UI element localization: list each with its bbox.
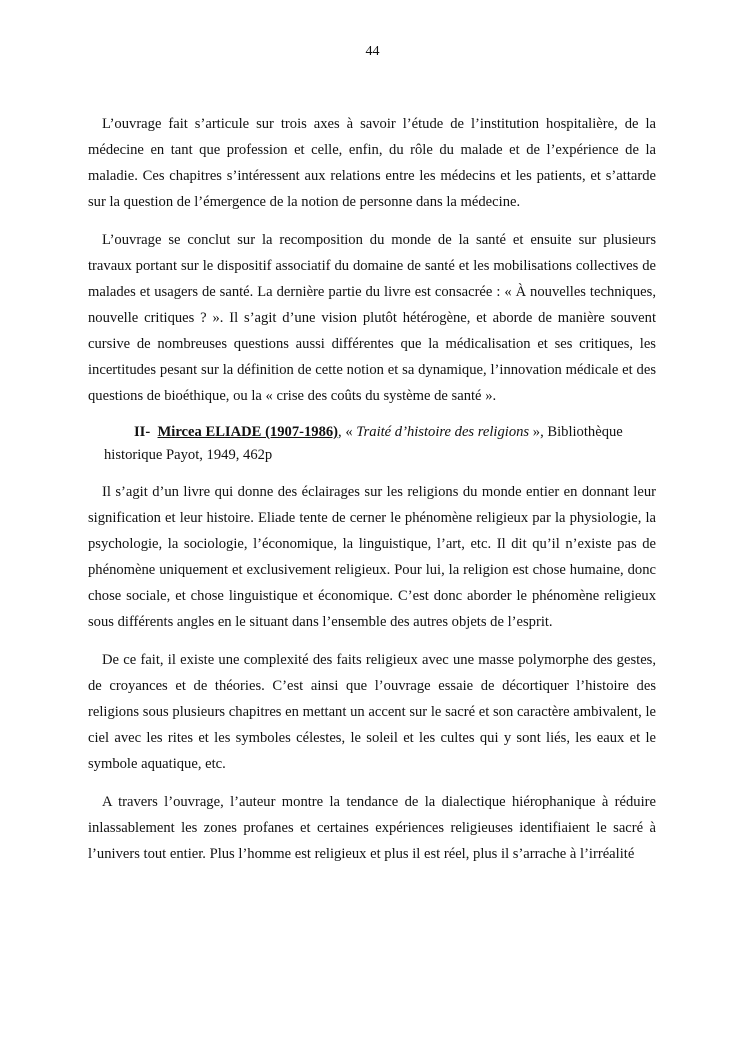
section-author: Mircea ELIADE (1907-1986) bbox=[157, 424, 339, 440]
page-number: 44 bbox=[365, 44, 380, 59]
section-number: II- bbox=[134, 424, 151, 440]
section-book-title: Traité d’histoire des religions bbox=[356, 424, 530, 440]
paragraph-2: L’ouvrage se conclut sur la recomposition du monde de la santé et ensuite sur plusieurs travaux portant sur le dispositif associatif du domaine de santé et les mobilisations collectives de malades et usagers de santé. La dernière partie du livre est consacrée : « À nouvelles techniques, nouvelle critiques ? ». Il s’agit d’une vision plutôt hétérogène, et aborde de manière souvent cursive de nombreuses questions aussi différentes que la médicalisation et ses critiques, les incertitudes pesant sur la définition de cette notion et sa dynamique, l’innovation médicale et des questions de bioéthique, ou la « crise des coûts du système de santé ». bbox=[88, 232, 656, 404]
section-heading bbox=[88, 421, 656, 467]
section-separator-1: , « bbox=[338, 424, 357, 440]
section-publisher: historique Payot, 1949, 462p bbox=[104, 447, 273, 463]
paragraph-3: Il s’agit d’un livre qui donne des éclairages sur les religions du monde entier en donnant leur signification et leur histoire. Eliade tente de cerner le phénomène religieux par la physiologie, la psychologie, la sociologie, l’économique, la linguistique, l’art, etc. Il dit qu’il n’existe pas de phénomène uniquement et exclusivement religieux. Pour lui, la religion est chose humaine, donc chose sociale, et chose linguistique et économique. C’est donc aborder le phénomène religieux sous différents angles en le situant dans l’ensemble des autres objets de l’esprit. bbox=[88, 484, 656, 630]
paragraph-1: L’ouvrage fait s’articule sur trois axes à savoir l’étude de l’institution hospitalière, de la médecine en tant que profession et celle, enfin, du rôle du malade et de l’expérience de la maladie. Ces chapitres s’intéressent aux relations entre les médecins et les patients, et s’attarde sur la question de l’émergence de la notion de personne dans la médecine. bbox=[88, 116, 656, 210]
paragraph-5: A travers l’ouvrage, l’auteur montre la tendance de la dialectique hiérophanique à réduire inlassablement les zones profanes et certaines expériences religieuses identifiaient le sacré à l’univers tout entier. Plus l’homme est religieux et plus il est réel, plus il s’arrache à l’irréalité bbox=[88, 794, 656, 862]
document-body bbox=[88, 111, 656, 867]
section-separator-2: », Bibliothèque bbox=[529, 424, 623, 440]
paragraph-4: De ce fait, il existe une complexité des faits religieux avec une masse polymorphe des gestes, de croyances et de théories. C’est ainsi que l’ouvrage essaie de décortiquer l’histoire des religions sous plusieurs chapitres en mettant un accent sur le sacré et son caractère ambivalent, le ciel avec les rites et les symboles célestes, le soleil et les cultes qui y sont liés, les eaux et le symbole aquatique, etc. bbox=[88, 652, 656, 772]
